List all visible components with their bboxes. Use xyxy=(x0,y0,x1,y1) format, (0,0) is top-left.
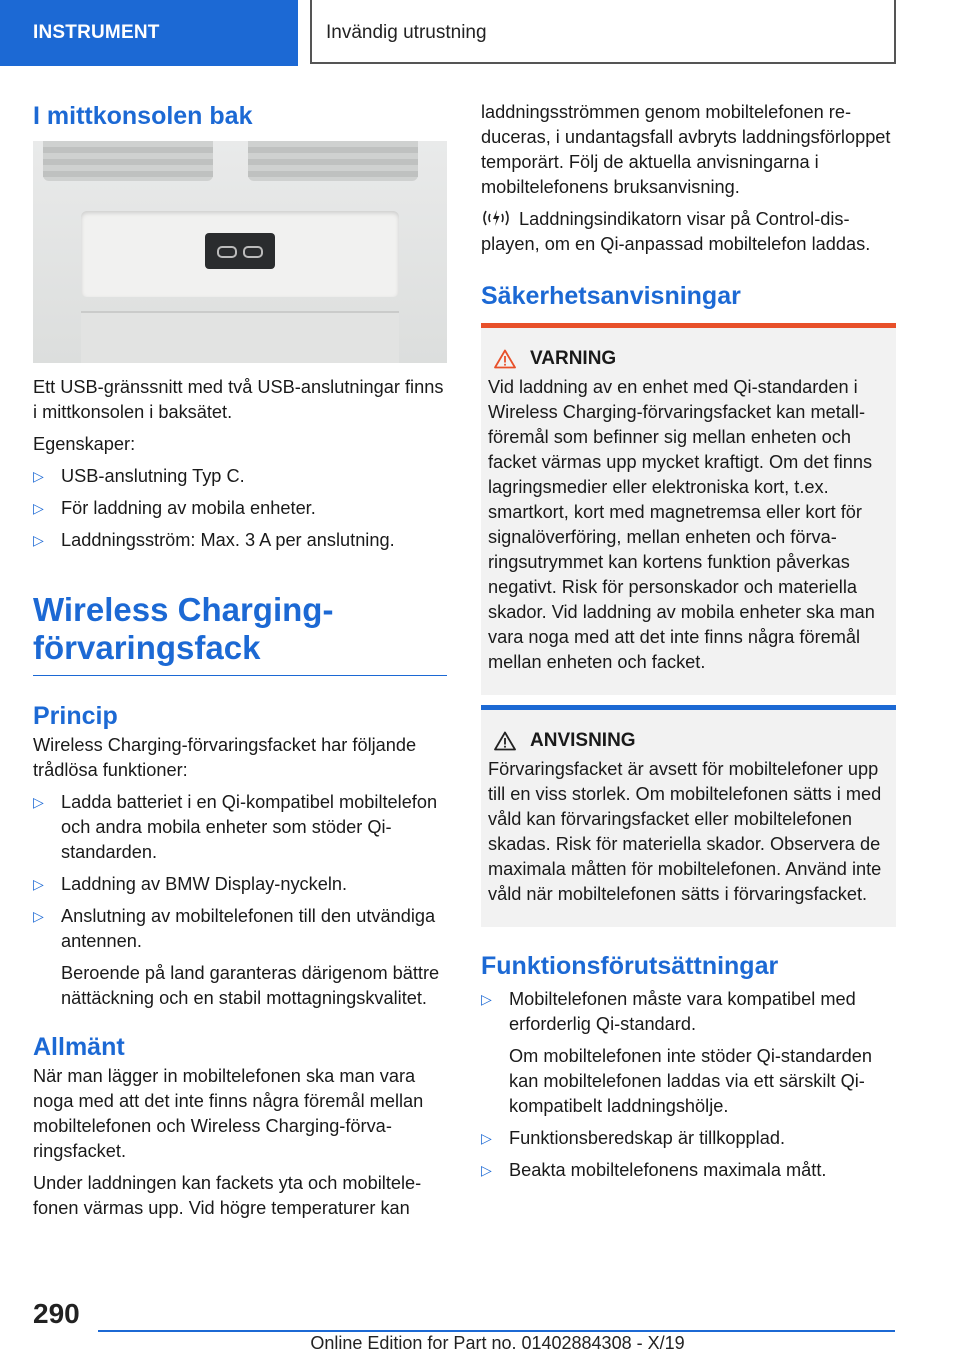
list-triangle-icon: ▷ xyxy=(33,468,44,484)
wireless-charging-icon xyxy=(481,208,511,228)
left-column xyxy=(33,96,447,1221)
list-item: ▷ Funktionsberedskap är tillkopplad. xyxy=(481,1126,896,1151)
principle-list xyxy=(33,790,447,1011)
note-text: Förvaringsfacket är avsett för mobiltelefoner upp till en viss storlek. Om mobiltelefonen sätts i med våld kan förvaringsfacket eller mobiltelefonen skadas. Risk för materiella skador. Observera de maximala måtten för mobiltelefonen. Använd inte våld när mobiltelefonen sätts i förvaringsfacket. xyxy=(488,759,882,904)
list-triangle-icon: ▷ xyxy=(33,908,44,924)
list-item: ▷ Mobiltelefonen måste vara kompatibel med erforderlig Qi-standard. Om mobiltelefonen inte stöder Qi-standarden kan mobiltelefonen laddas via ett särskilt Qi-kompatibelt laddningshölje. xyxy=(481,989,872,1116)
right-column xyxy=(481,100,896,1190)
list-triangle-icon: ▷ xyxy=(33,876,44,892)
general-paragraph: När man lägger in mobiltelefonen ska man vara noga med att det inte finns några föremål mellan mobiltelefonen och Wireless Charging-förvaringsfacket. xyxy=(33,1066,424,1161)
footer-divider xyxy=(98,1330,895,1332)
principle-text: Wireless Charging-förvaringsfacket har följande trådlösa funktioner: xyxy=(33,735,417,780)
list-triangle-icon: ▷ xyxy=(33,500,44,516)
continued-text: laddningsströmmen genom mobiltelefonen reduceras, i undantagsfall avbryts laddningsförloppet temporärt. Följ de aktuella anvisningarna i mobiltelefonens bruksanvisning. xyxy=(481,102,891,197)
indicator-text: Laddningsindikatorn visar på Control-displayen, om en Qi-anpassad mobiltelefon laddas. xyxy=(481,209,871,254)
chapter-heading: Wireless Charging- förvaringsfack xyxy=(33,591,447,676)
air-vent-right xyxy=(248,141,418,181)
list-item: ▷ Anslutning av mobiltelefonen till den utvändiga antennen. Beroende på land garanteras därigenom bättre nättäckning och en stabil mottagningskvalitet. xyxy=(33,906,440,1008)
principle-heading: Princip xyxy=(33,702,118,730)
list-triangle-icon: ▷ xyxy=(481,991,492,1007)
list-item: ▷ Laddning av BMW Display-nyckeln. xyxy=(33,872,447,897)
chapter-title: Invändig utrustning xyxy=(312,0,896,64)
usb-port-icon xyxy=(243,246,263,258)
requirements-list xyxy=(481,987,896,1183)
properties-list xyxy=(33,464,447,553)
note-title-row: ANVISNING xyxy=(488,730,888,752)
list-triangle-icon: ▷ xyxy=(481,1130,492,1146)
list-triangle-icon: ▷ xyxy=(33,532,44,548)
list-item: ▷ Ladda batteriet i en Qi-kompatibel mobiltelefon och andra mobila enheter som stöder Qi-standarden. xyxy=(33,792,438,862)
console-tray xyxy=(81,311,399,363)
list-item: ▷ För laddning av mobila enheter. xyxy=(33,496,447,521)
properties-label: Egenskaper: xyxy=(33,434,136,454)
requirements-heading: Funktionsförutsättningar xyxy=(481,952,779,980)
photo-caption: Ett USB-gränssnitt med två USB-anslutningar finns i mittkonsolen i baksätet. xyxy=(33,377,444,422)
general-paragraph: Under laddningen kan fackets yta och mobiltelefonen värmas upp. Vid högre temperaturer kan xyxy=(33,1173,422,1218)
usb-panel xyxy=(205,233,275,269)
rear-console-photo xyxy=(33,141,447,363)
list-triangle-icon: ▷ xyxy=(33,794,44,810)
safety-heading: Säkerhetsanvisningar xyxy=(481,282,741,310)
list-item: ▷ Beakta mobiltelefonens maximala mått. xyxy=(481,1158,896,1183)
warning-text: Vid laddning av en enhet med Qi-standarden i Wireless Charging-förvaringsfacket kan metallföremål som befinner sig mellan enheten och facket värmas upp mycket kraftigt. Om det finns lagringsmedier eller elektroniska kort, t.ex. smartkort, kort med magnetremsa eller kort för signalöverföring, mellan enheten och förvaringsutrymmet kan kortens funktion påverkas negativt. Risk för personskador och materiella skador. Vid laddning av mobila enheter ska man vara noga med att det inte finns några föremål mellan enheten och facket. xyxy=(488,377,875,672)
usb-port-icon xyxy=(217,246,237,258)
console-heading: I mittkonsolen bak xyxy=(33,102,253,130)
note-box xyxy=(481,705,896,927)
list-triangle-icon: ▷ xyxy=(481,1162,492,1178)
section-label: INSTRUMENT xyxy=(0,0,298,66)
warning-triangle-icon xyxy=(494,349,516,369)
warning-triangle-icon xyxy=(494,731,516,751)
warning-box xyxy=(481,323,896,695)
edition-text: Online Edition for Part no. 01402884308 - X/19 xyxy=(310,1333,685,1353)
general-heading: Allmänt xyxy=(33,1033,125,1061)
list-item: ▷ USB-anslutning Typ C. xyxy=(33,464,447,489)
page-number: 290 xyxy=(33,1298,80,1329)
list-item: ▷ Laddningsström: Max. 3 A per anslutning. xyxy=(33,528,447,553)
page-header xyxy=(0,0,960,66)
warning-title-row: VARNING xyxy=(488,348,888,370)
air-vent-left xyxy=(43,141,213,181)
